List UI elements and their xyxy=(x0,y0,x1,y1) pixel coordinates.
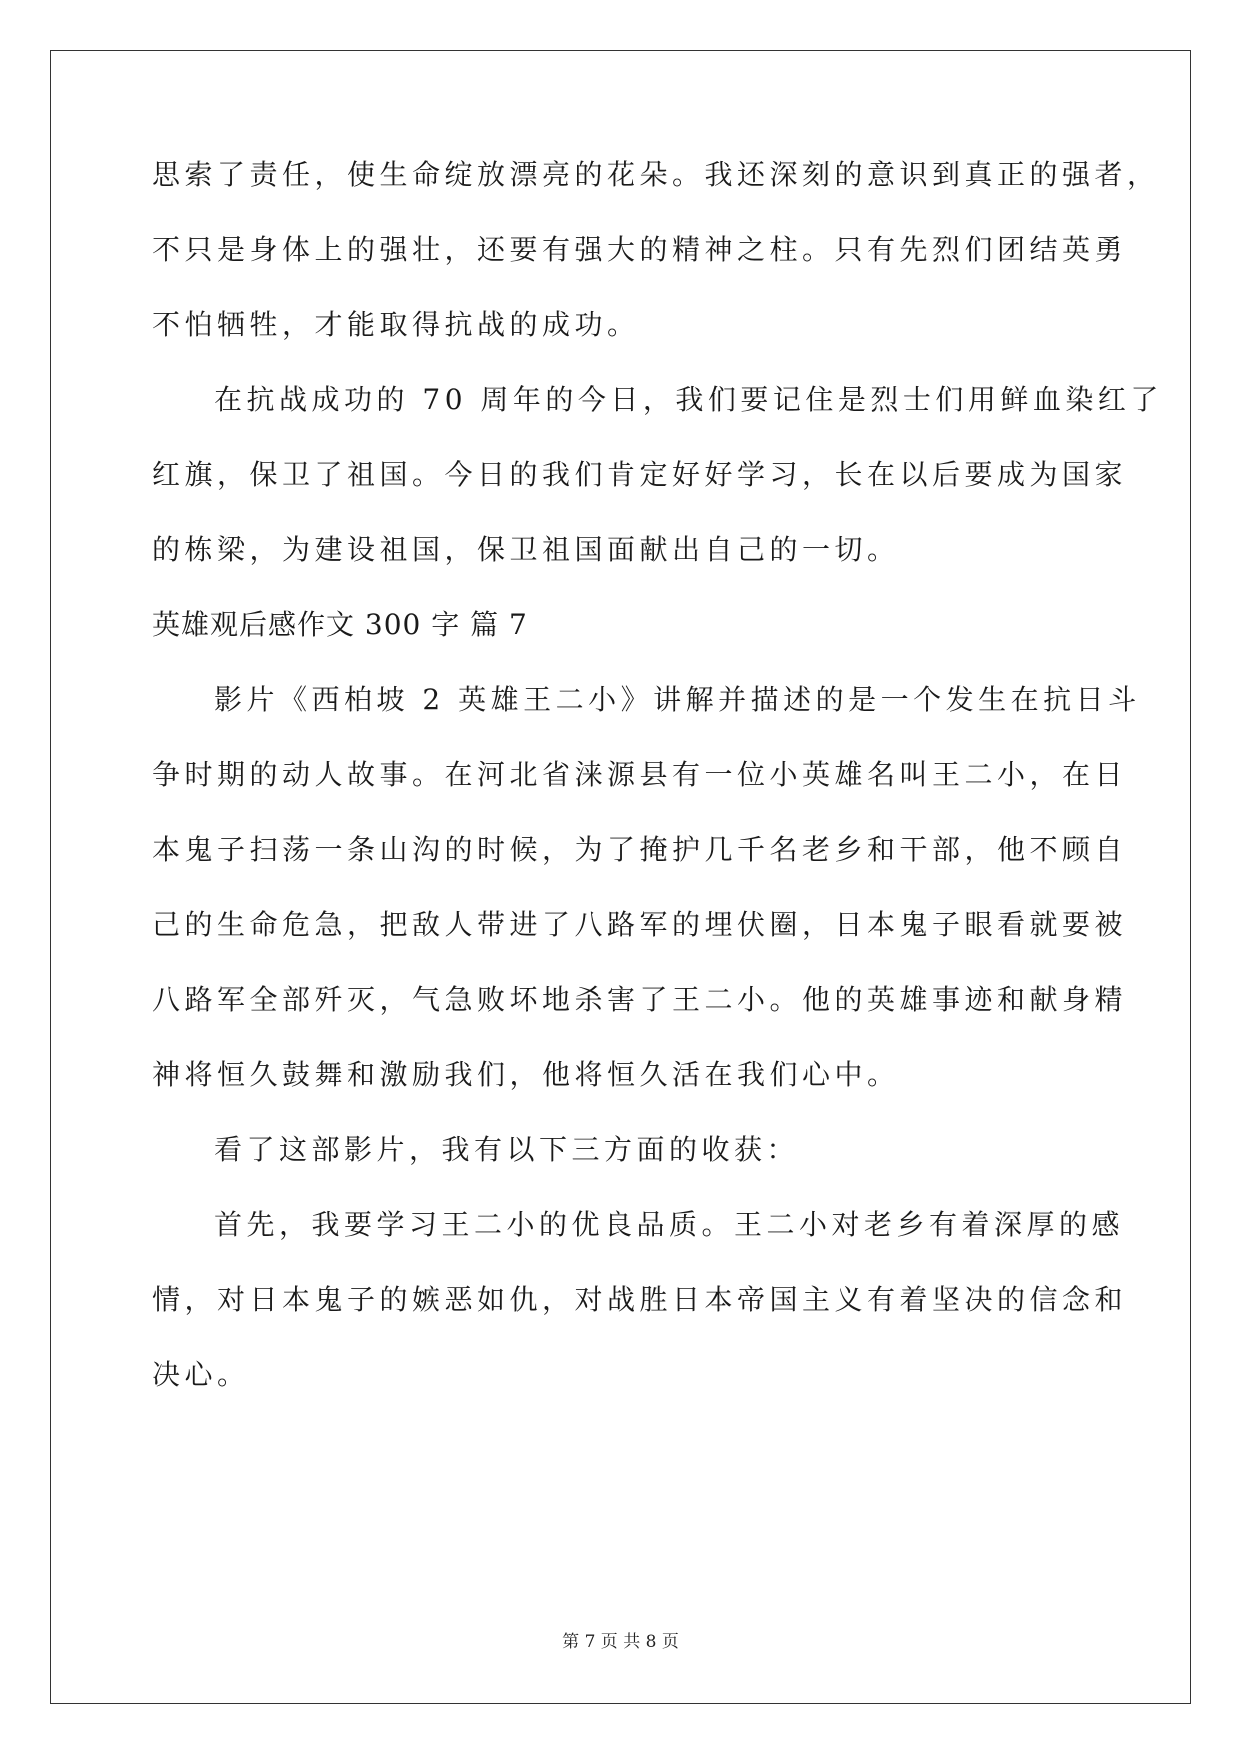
paragraph-start-line: 在抗战成功的 70 周年的今日，我们要记住是烈士们用鲜血染红了 xyxy=(214,383,1163,416)
text-line: 争时期的动人故事。在河北省涞源县有一位小英雄名叫王二小，在日 xyxy=(152,758,1128,791)
text-line: 思索了责任，使生命绽放漂亮的花朵。我还深刻的意识到真正的强者， xyxy=(152,158,1160,191)
page-number: 第 7 页 共 8 页 xyxy=(562,1632,679,1652)
text-line: 己的生命危急，把敌人带进了八路军的埋伏圈，日本鬼子眼看就要被 xyxy=(152,908,1128,941)
text-line: 红旗，保卫了祖国。今日的我们肯定好好学习，长在以后要成为国家 xyxy=(152,458,1128,491)
page-border xyxy=(50,50,1191,1704)
text-line: 的栋梁，为建设祖国，保卫祖国面献出自己的一切。 xyxy=(152,533,900,566)
text-line: 决心。 xyxy=(152,1358,250,1391)
paragraph-start-line: 看了这部影片，我有以下三方面的收获： xyxy=(214,1133,800,1166)
text-line: 八路军全部歼灭，气急败坏地杀害了王二小。他的英雄事迹和献身精 xyxy=(152,983,1128,1016)
text-line: 情，对日本鬼子的嫉恶如仇，对战胜日本帝国主义有着坚决的信念和 xyxy=(152,1283,1128,1316)
paragraph-start-line: 影片《西柏坡 2 英雄王二小》讲解并描述的是一个发生在抗日斗 xyxy=(214,683,1141,716)
text-line: 不怕牺牲，才能取得抗战的成功。 xyxy=(152,308,640,341)
text-line: 不只是身体上的强壮，还要有强大的精神之柱。只有先烈们团结英勇 xyxy=(152,233,1128,266)
paragraph-start-line: 首先，我要学习王二小的优良品质。王二小对老乡有着深厚的感 xyxy=(214,1208,1125,1241)
section-heading: 英雄观后感作文 300 字 篇 7 xyxy=(152,608,528,641)
text-line: 神将恒久鼓舞和激励我们，他将恒久活在我们心中。 xyxy=(152,1058,900,1091)
text-line: 本鬼子扫荡一条山沟的时候，为了掩护几千名老乡和干部，他不顾自 xyxy=(152,833,1128,866)
